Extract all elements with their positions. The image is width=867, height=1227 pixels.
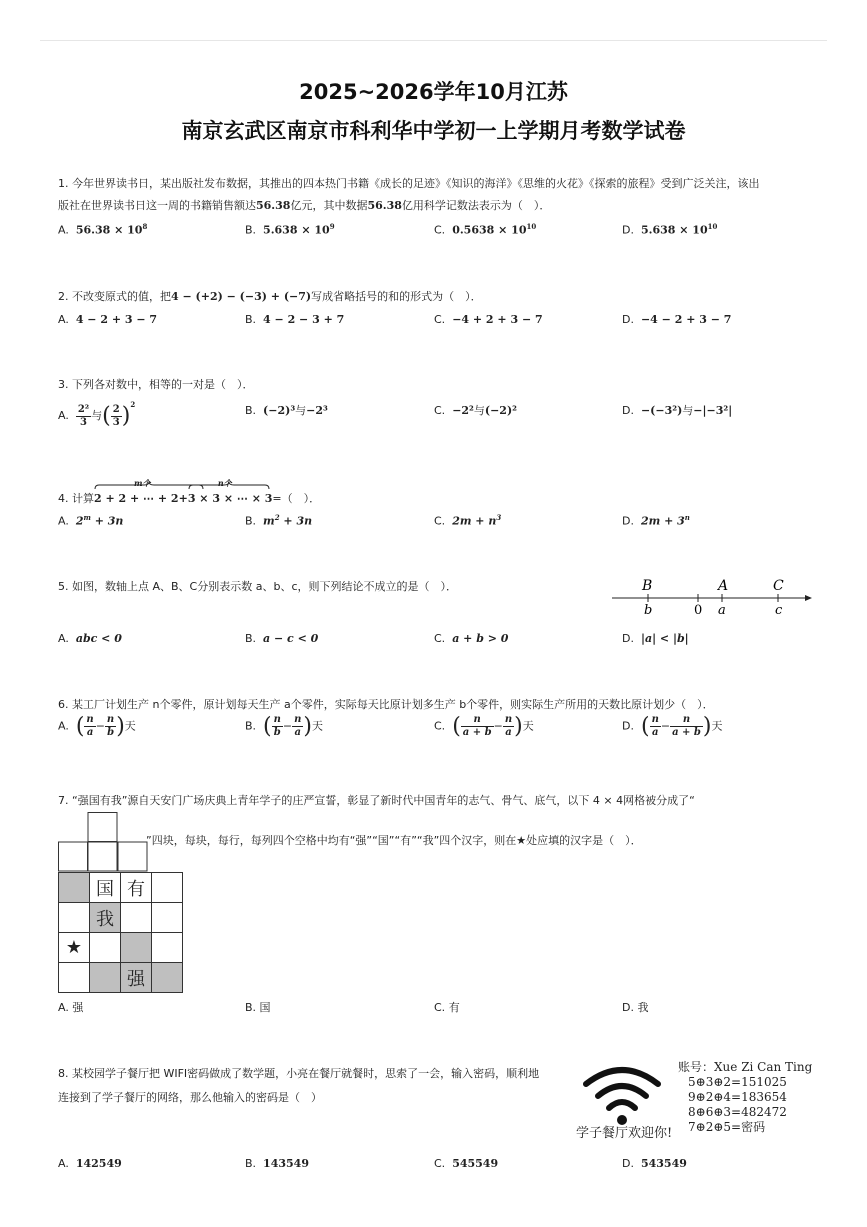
- option-c[interactable]: C. $0.5638 \times 10^{10}$: [434, 222, 537, 237]
- question-1-line2: 版社在世界读书日这一周的书籍销售额达56.38亿元，其中数据56.38亿用科学记数法表示为（ ）．: [58, 199, 551, 212]
- option-a[interactable]: A. $\frac{\text{2²}}{3}$ 与( $\frac{2}{3}$ )$^2$: [58, 400, 136, 429]
- word-grid: 国 有 我 ★ 强: [58, 872, 183, 993]
- option-a[interactable]: A. 强: [58, 1001, 84, 1014]
- option-d[interactable]: D. $5.638 \times 10^{10}$: [622, 222, 718, 237]
- option-c[interactable]: C. 545549: [434, 1157, 499, 1170]
- question-3: 3. 下列各对数中，相等的一对是（ ）．: [58, 378, 254, 391]
- question-2: 2. 不改变原式的值，把4 − (+2) − (−3) + (−7)写成省略括号的和的形式为（ ）．: [58, 290, 482, 303]
- wifi-icon: [582, 1062, 662, 1128]
- option-b[interactable]: B. $5.638 \times 10^9$: [245, 222, 335, 237]
- option-a[interactable]: A. abc < 0: [58, 632, 122, 645]
- option-a[interactable]: A. 4 − 2 + 3 − 7: [58, 313, 158, 326]
- option-d[interactable]: D. −(−3²)与−|−3²|: [622, 404, 733, 417]
- axis-arrow: [805, 595, 812, 601]
- question-3-options: [58, 398, 818, 434]
- question-6: 6. 某工厂计划生产 n个零件，原计划每天生产 a个零件，实际每天比原计划多生产 b个零件，则实际生产所用的天数比原计划少（ ）．: [58, 698, 714, 711]
- question-1-line1: 1. 今年世界读书日，某出版社发布数据，其推出的四本热门书籍《成长的足迹》《知识的海洋》《思维的火花》《探索的旅程》受到广泛关注，该出: [58, 177, 760, 190]
- option-b[interactable]: B. $m^2 + 3n$: [245, 513, 313, 528]
- option-d[interactable]: D. |a| < |b|: [622, 632, 689, 645]
- option-d[interactable]: D. 543549: [622, 1157, 687, 1170]
- option-c[interactable]: C. $2m + n^3$: [434, 513, 502, 528]
- point-label-C: C: [773, 578, 784, 594]
- option-a[interactable]: A. ( $\frac{n}{a}$ − $\frac{n}{b}$ )天: [58, 714, 136, 739]
- value-label-c: c: [775, 603, 783, 618]
- option-c[interactable]: C. 有: [434, 1001, 460, 1014]
- option-d[interactable]: D. ( $\frac{n}{a}$ − $\frac{n}{a + b}$ )天: [622, 714, 723, 739]
- sum-expression: 2 + 2 + ⋯ + 2: [94, 492, 179, 505]
- option-b[interactable]: B. 国: [245, 1001, 271, 1014]
- option-c[interactable]: C. a + b > 0: [434, 632, 509, 645]
- value-label-0: 0: [694, 603, 703, 618]
- option-c[interactable]: C. −4 + 2 + 3 − 7: [434, 313, 543, 326]
- option-d[interactable]: D. $2m + 3^n$: [622, 513, 690, 528]
- option-a[interactable]: A. $2^m + 3n$: [58, 513, 124, 528]
- brace-label-m: m个: [134, 478, 151, 488]
- option-b[interactable]: B. ( $\frac{n}{b}$ − $\frac{n}{a}$ )天: [245, 714, 324, 739]
- question-4: 4. 计算2 + 2 + ⋯ + 2 m个 +3 × 3 × ⋯ × 3 n个 =（ ）．: [58, 474, 458, 508]
- question-1: [58, 173, 818, 217]
- point-label-B: B: [642, 578, 653, 594]
- option-d[interactable]: D. 我: [622, 1001, 649, 1014]
- question-5: 5. 如图，数轴上点 A、B、C分别表示数 a、b、c，则下列结论不成立的是（ ）．: [58, 580, 458, 593]
- product-expression: 3 × 3 × ⋯ × 3: [187, 492, 273, 505]
- option-b[interactable]: B. 4 − 2 − 3 + 7: [245, 313, 345, 326]
- star-cell: ★: [59, 933, 90, 963]
- option-b[interactable]: B. (−2)³与−2³: [245, 404, 328, 417]
- question-7-line1: 7. “强国有我”源自天安门广场庆典上青年学子的庄严宣誓，彰显了新时代中国青年的志气、骨气、底气，以下 4 × 4网格被分成了“: [58, 794, 695, 807]
- page-title-line2: 南京玄武区南京市科利华中学初一上学期月考数学试卷: [181, 119, 686, 143]
- option-a[interactable]: A. $56.38 \times 10^8$: [58, 222, 148, 237]
- option-b[interactable]: B. 143549: [245, 1157, 309, 1170]
- number-line-figure: [608, 574, 814, 618]
- wifi-caption: 学子餐厅欢迎你!: [576, 1126, 673, 1141]
- option-b[interactable]: B. a − c < 0: [245, 632, 319, 645]
- option-d[interactable]: D. −4 − 2 + 3 − 7: [622, 313, 732, 326]
- page-title-line1: 2025~2026学年10月江苏: [299, 80, 568, 104]
- header-divider: [40, 40, 827, 41]
- tetromino-shape: [58, 812, 150, 872]
- option-a[interactable]: A. 142549: [58, 1157, 122, 1170]
- password-puzzle: 账号：Xue Zi Can Ting 5⊕3⊕2=151025 9⊕2⊕4=183654 8⊕6⊕3=482472 7⊕2⊕5=密码: [678, 1060, 813, 1134]
- point-label-A: A: [718, 578, 729, 594]
- question-6-options: [58, 714, 818, 748]
- option-c[interactable]: C. −2²与(−2)²: [434, 404, 517, 417]
- value-label-b: b: [644, 603, 653, 618]
- question-8: 8. 某校园学子餐厅把 WIFI密码做成了数学题，小亮在餐厅就餐时，思索了一会，输入密码，顺利地 连接到了学子餐厅的网络，那么他输入的密码是（ ）: [58, 1067, 540, 1104]
- question-7-line2: ”四块，每块，每行，每列四个空格中均有“强”“国”“有”“我”四个汉字，则在★处应填的汉字是（ ）．: [146, 834, 642, 847]
- brace-label-n: n个: [217, 478, 232, 488]
- option-c[interactable]: C. ( $\frac{n}{a + b}$ − $\frac{n}{a}$ )天: [434, 714, 534, 739]
- value-label-a: a: [718, 603, 726, 618]
